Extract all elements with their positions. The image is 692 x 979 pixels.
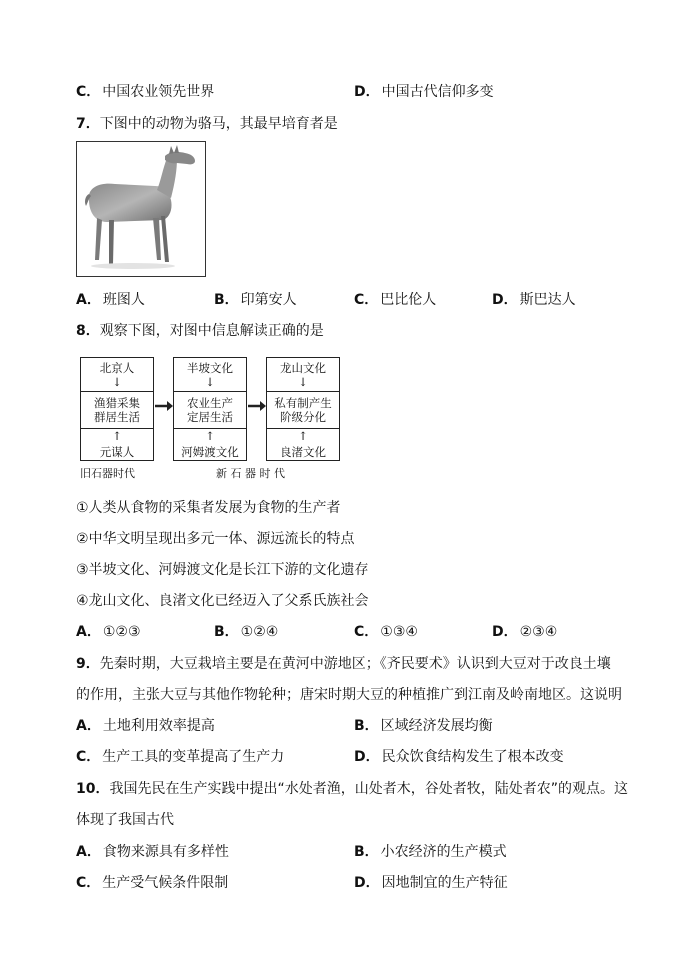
- question-text: 先秦时期，大豆栽培主要是在黄河中游地区；《齐民要术》认识到大豆对于改良土壤: [99, 656, 611, 672]
- option-letter: D．: [354, 749, 380, 765]
- diagram-mid-line1: 渔猎采集: [94, 396, 140, 410]
- diagram-middle-cell: [174, 391, 246, 429]
- diagram-top-label: 龙山文化: [280, 361, 326, 375]
- q7-stem: [76, 114, 338, 134]
- era-label-neolithic: 新 石 器 时 代: [216, 467, 285, 480]
- option-text: 巴比伦人: [380, 292, 437, 308]
- diagram-column-paleolithic: [80, 357, 154, 461]
- down-arrow-icon: ↓: [112, 375, 122, 389]
- option-text: 生产工具的变革提高了生产力: [102, 749, 285, 765]
- option-text: 中国古代信仰多变: [381, 84, 494, 100]
- option-text: ②③④: [519, 624, 558, 640]
- up-arrow-icon: ↑: [112, 429, 122, 443]
- q9-option-a: [76, 716, 215, 736]
- option-text: 民众饮食结构发生了根本改变: [381, 749, 564, 765]
- option-text: 中国农业领先世界: [102, 84, 215, 100]
- diagram-mid-line1: 农业生产: [187, 396, 233, 410]
- option-text: 因地制宜的生产特征: [381, 875, 508, 891]
- option-letter: D．: [492, 624, 518, 640]
- q9-option-d: [354, 747, 564, 767]
- option-letter: B．: [354, 844, 379, 860]
- option-text: 食物来源具有多样性: [102, 844, 229, 860]
- q8-option-d: [492, 622, 557, 642]
- diagram-column-neolithic-2: [266, 357, 340, 461]
- option-text: 生产受气候条件限制: [102, 875, 229, 891]
- q6-option-c: [76, 82, 214, 102]
- diagram-middle-cell: [267, 391, 339, 429]
- q8-statement-1: ①人类从食物的采集者发展为食物的生产者: [76, 500, 341, 516]
- diagram-mid-line2: 阶级分化: [280, 410, 326, 424]
- diagram-bottom-label: 河姆渡文化: [181, 445, 239, 459]
- q10-option-d: [354, 873, 508, 893]
- option-letter: D．: [354, 875, 380, 891]
- diagram-middle-cell: [81, 391, 153, 429]
- option-text: 区域经济发展均衡: [380, 718, 493, 734]
- diagram-mid-line2: 定居生活: [187, 410, 233, 424]
- q7-option-d: [492, 290, 576, 310]
- option-text: ①③④: [380, 624, 418, 640]
- option-text: ①②③: [102, 624, 141, 640]
- option-letter: B．: [214, 292, 239, 308]
- option-letter: A．: [76, 292, 101, 308]
- q8-option-a: [76, 622, 141, 642]
- option-letter: C．: [76, 84, 101, 100]
- option-letter: C．: [76, 875, 101, 891]
- down-arrow-icon: ↓: [298, 375, 308, 389]
- q8-stem: [76, 321, 324, 341]
- diagram-mid-line1: 私有制产生: [274, 396, 332, 410]
- diagram-mid-line2: 群居生活: [94, 410, 140, 424]
- question-number: 8．: [76, 323, 100, 339]
- option-text: ①②④: [240, 624, 279, 640]
- right-arrow-icon: [154, 399, 174, 413]
- option-text: 印第安人: [240, 292, 297, 308]
- q8-statement-2: ②中华文明呈现出多元一体、源远流长的特点: [76, 531, 355, 547]
- up-arrow-icon: ↑: [298, 429, 308, 443]
- q9-option-c: [76, 747, 284, 767]
- q10-option-c: [76, 873, 228, 893]
- q7-option-c: [354, 290, 436, 310]
- diagram-bottom-label: 良渚文化: [280, 445, 326, 459]
- llama-illustration: [77, 142, 205, 276]
- q10-stem-line1: [76, 779, 628, 799]
- q8-option-b: [214, 622, 278, 642]
- option-letter: B．: [354, 718, 379, 734]
- q9-option-b: [354, 716, 493, 736]
- option-letter: D．: [354, 84, 380, 100]
- down-arrow-icon: ↓: [205, 375, 215, 389]
- right-arrow-icon: [247, 399, 267, 413]
- q8-statement-3: ③半坡文化、河姆渡文化是长江下游的文化遗存: [76, 562, 369, 578]
- question-number: 7．: [76, 116, 100, 132]
- q6-option-d: [354, 82, 494, 102]
- option-text: 斯巴达人: [519, 292, 576, 308]
- diagram-top-label: 半坡文化: [187, 361, 233, 375]
- diagram-bottom-label: 元谋人: [99, 445, 135, 459]
- q8-statement-4: ④龙山文化、良渚文化已经迈入了父系氏族社会: [76, 593, 369, 609]
- question-number: 9．: [76, 656, 100, 672]
- q7-option-a: [76, 290, 145, 310]
- option-letter: C．: [354, 292, 379, 308]
- up-arrow-icon: ↑: [205, 429, 215, 443]
- q9-stem-line1: [76, 654, 611, 674]
- q9-stem-line2: 的作用，主张大豆与其他作物轮种；唐宋时期大豆的种植推广到江南及岭南地区。这说明: [76, 687, 622, 703]
- option-letter: B．: [214, 624, 239, 640]
- option-letter: C．: [354, 624, 379, 640]
- q7-option-b: [214, 290, 297, 310]
- llama-photo: [76, 141, 206, 277]
- diagram-column-neolithic-1: [173, 357, 247, 461]
- era-label-paleolithic: 旧石器时代: [80, 467, 135, 480]
- option-letter: C．: [76, 749, 101, 765]
- diagram-top-label: 北京人: [99, 361, 135, 375]
- question-number: 10．: [76, 781, 110, 797]
- option-letter: A．: [76, 624, 101, 640]
- question-text: 下图中的动物为骆马，其最早培育者是: [99, 116, 338, 132]
- option-letter: A．: [76, 718, 101, 734]
- option-text: 班图人: [102, 292, 145, 308]
- option-text: 小农经济的生产模式: [380, 844, 507, 860]
- q8-option-c: [354, 622, 418, 642]
- q10-stem-line2: 体现了我国古代: [76, 812, 174, 828]
- option-letter: A．: [76, 844, 101, 860]
- question-text: 观察下图，对图中信息解读正确的是: [99, 323, 324, 339]
- q10-option-a: [76, 842, 229, 862]
- question-text: 我国先民在生产实践中提出“水处者渔，山处者木，谷处者牧，陆处者农”的观点。这: [109, 781, 628, 797]
- option-letter: D．: [492, 292, 518, 308]
- option-text: 土地利用效率提高: [102, 718, 215, 734]
- q10-option-b: [354, 842, 507, 862]
